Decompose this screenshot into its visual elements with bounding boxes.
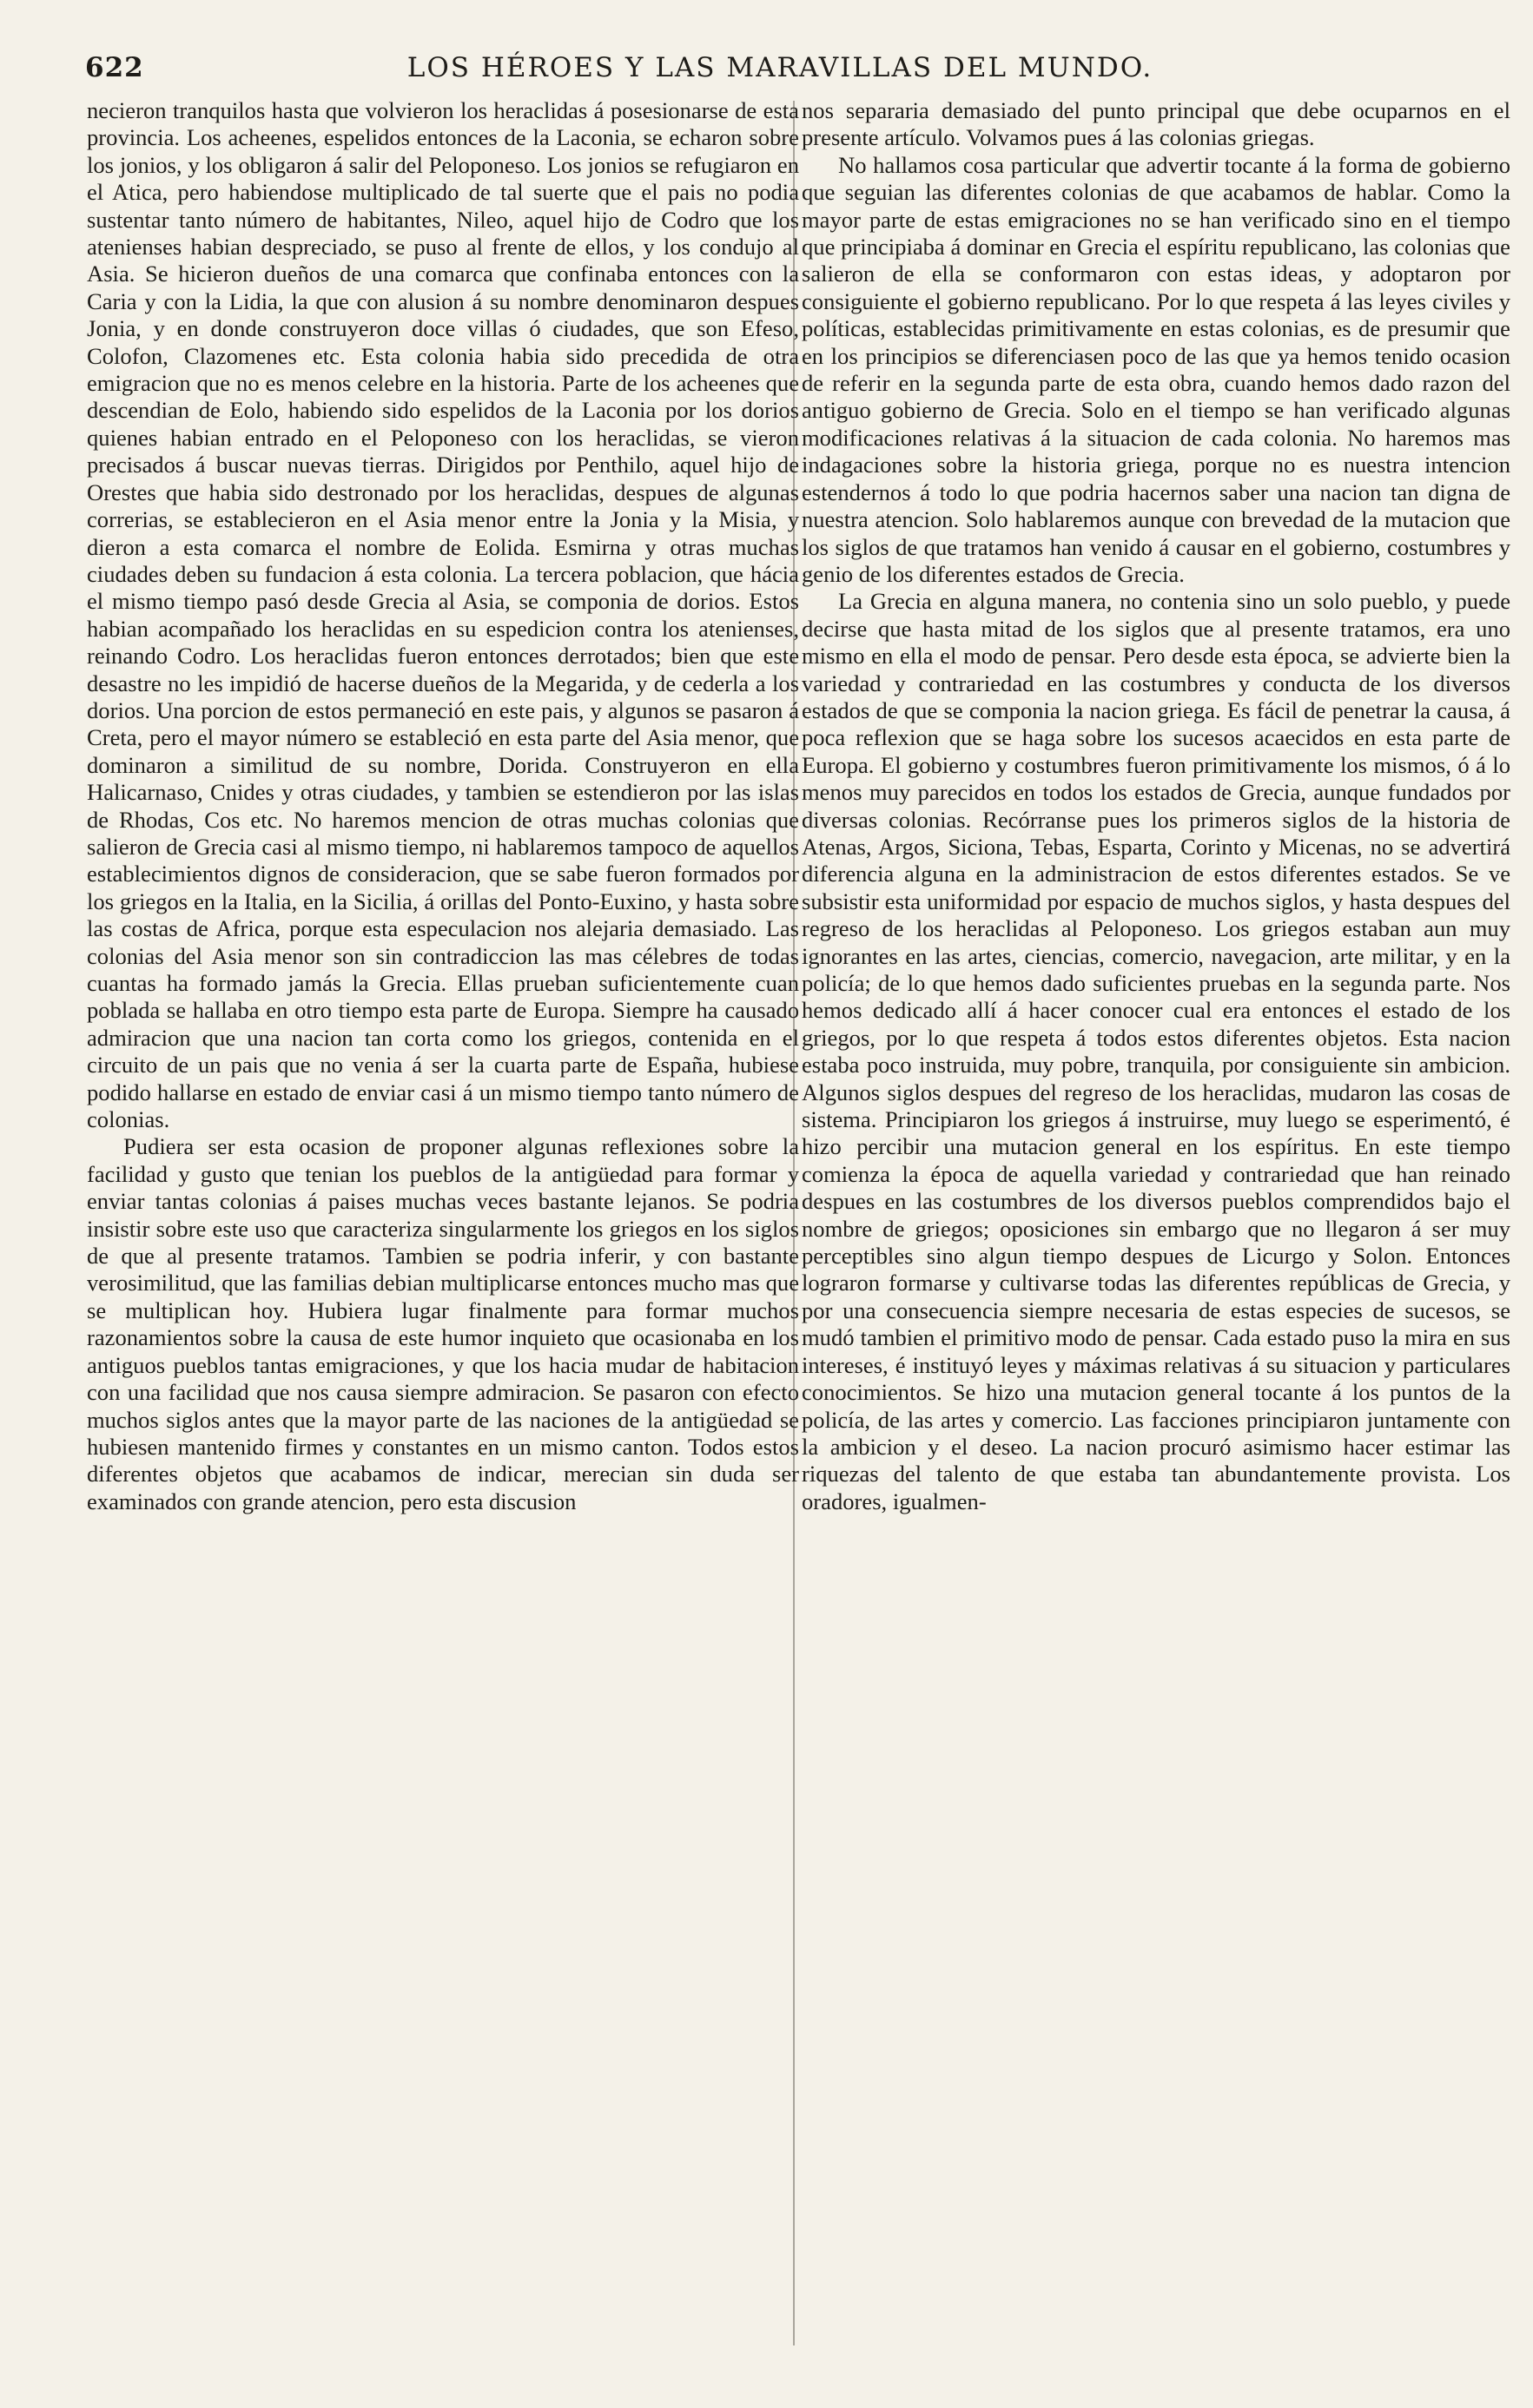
paragraph: Pudiera ser esta ocasion de proponer algunas reflexiones sobre la facilidad y gusto que tenian los pueblos de la antigüedad para formar y enviar tantas colonias á paises muchas veces bastante lejanos. Se podria insistir sobre este uso que caracteriza singularmente los griegos en los siglos de que al presente tratamos. Tambien se podria inferir, y con bastante verosimilitud, que las familias debian multiplicarse entonces mucho mas que se multiplican hoy. Hubiera lugar finalmente para formar muchos razonamientos sobre la causa de este humor inquieto que ocasionaba en los antiguos pueblos tantas emigraciones, y que los hacia mudar de habitacion con una facilidad que nos causa siempre admiracion. Se pasaron con efecto muchos siglos antes que la mayor parte de las naciones de la antigüedad se hubiesen mantenido firmes y constantes en un mismo canton. Todos estos diferentes objetos que acabamos de indicar, merecian sin duda ser examinados con grande atencion, pero esta discusion: [87, 1133, 799, 1514]
paragraph: La Grecia en alguna manera, no contenia sino un solo pueblo, y puede decirse que hasta mitad de los siglos que al presente tratamos, era uno mismo en ella el modo de pensar. Pero desde esta época, se advierte bien la variedad y contrariedad en las costumbres y conducta de los diversos estados de que se componia la nacion griega. Es fácil de penetrar la causa, á poca reflexion que se haga sobre los sucesos acaecidos en esta parte de Europa. El gobierno y costumbres fueron primitivamente los mismos, ó á lo menos muy parecidos en todos los estados de Grecia, aunque fundados por diversas colonias. Recórranse pues los primeros siglos de la historia de Atenas, Argos, Siciona, Tebas, Esparta, Corinto y Micenas, no se advertirá diferencia alguna en la administracion de estos diferentes estados. Se ve subsistir esta uniformidad por espacio de muchos siglos, y hasta despues del regreso de los heraclidas al Peloponeso. Los griegos estaban aun muy ignorantes en las artes, ciencias, comercio, navegacion, arte militar, y en la policía; de lo que hemos dado suficientes pruebas en la segunda parte. Nos hemos dedicado allí á hacer conocer cual era entonces el estado de los griegos, por lo que respeta á todos estos diferentes objetos. Esta nacion estaba poco instruida, muy pobre, tranquila, por consiguiente sin ambicion. Algunos siglos despues del regreso de los heraclidas, mudaron las cosas de sistema. Principiaron los griegos á instruirse, muy luego se esperimentó, é hizo percibir una mutacion general en los espíritus. En este tiempo comienza la época de aquella variedad y contrariedad que han reinado despues en las costumbres de los diversos pueblos comprendidos bajo el nombre de griegos; oposiciones sin embargo que no llegaron á ser muy perceptibles sino algun tiempo despues de Licurgo y Solon. Entonces lograron formarse y cultivarse todas las diferentes repúblicas de Grecia, y por una consecuencia siempre necesaria de estas especies de sucesos, se mudó tambien el primitivo modo de pensar. Cada estado puso la mira en sus intereses, é instituyó leyes y máximas relativas á su situacion y particulares conocimientos. Se hizo una mutacion general tocante á los puntos de la policía, de las artes y comercio. Las facciones principiaron juntamente con la ambicion y el deseo. La nacion procuró asimismo hacer estimar las riquezas del talento de que estaba tan abundantemente provista. Los oradores, igualmen-: [802, 588, 1510, 1514]
paragraph: necieron tranquilos hasta que volvieron los heraclidas á posesionarse de esta provincia. Los acheenes, espelidos entonces de la Laconia, se echaron sobre los jonios, y los obligaron á salir del Peloponeso. Los jonios se refugiaron en el Atica, pero habiendose multiplicado de tal suerte que el pais no podia sustentar tanto número de habitantes, Nileo, aquel hijo de Codro que los atenienses habian despreciado, se puso al frente de ellos, y los condujo al Asia. Se hicieron dueños de una comarca que confinaba entonces con la Caria y con la Lidia, la que con alusion á su nombre denominaron despues Jonia, y en donde construyeron doce villas ó ciudades, que son Efeso, Colofon, Clazomenes etc. Esta colonia habia sido precedida de otra emigracion que no es menos celebre en la historia. Parte de los acheenes que descendian de Eolo, habiendo sido espelidos de la Laconia por los dorios quienes habian entrado en el Peloponeso con los heraclidas, se vieron precisados á buscar nuevas tierras. Dirigidos por Penthilo, aquel hijo de Orestes que habia sido destronado por los heraclidas, despues de algunas correrias, se establecieron en el Asia menor entre la Jonia y la Misia, y dieron a esta comarca el nombre de Eolida. Esmirna y otras muchas ciudades deben su fundacion á esta colonia. La tercera poblacion, que hácia el mismo tiempo pasó desde Grecia al Asia, se componia de dorios. Estos habian acompañado los heraclidas en su espedicion contra los atenienses, reinando Codro. Los heraclidas fueron entonces derrotados; bien que este desastre no les impidió de hacerse dueños de la Megarida, y de cederla a los dorios. Una porcion de estos permaneció en este pais, y algunos se pasaron á Creta, pero el mayor número se estableció en esta parte del Asia menor, que dominaron a similitud de su nombre, Dorida. Construyeron en ella Halicarnaso, Cnides y otras ciudades, y tambien se estendieron por las islas de Rhodas, Cos etc. No haremos mencion de otras muchas colonias que salieron de Grecia casi al mismo tiempo, ni hablaremos tampoco de aquellos establecimientos dignos de consideracion, que se sabe fueron formados por los griegos en la Italia, en la Sicilia, á orillas del Ponto-Euxino, y hasta sobre las costas de Africa, porque esta especulacion nos alejaria demasiado. Las colonias del Asia menor son sin contradiccion las mas célebres de todas cuantas ha formado jamás la Grecia. Ellas prueban suficientemente cuan poblada se hallaba en otro tiempo esta parte de Europa. Siempre ha causado admiracion que una nacion tan corta como los griegos, contenida en el circuito de un pais que no venia á ser la cuarta parte de España, hubiese podido hallarse en estado de enviar casi á un mismo tiempo tanto número de colonias.: [87, 97, 799, 1133]
page-number: 622: [85, 52, 144, 83]
paragraph: nos separaria demasiado del punto principal que debe ocuparnos en el presente artículo. Volvamos pues á las colonias griegas.: [802, 97, 1510, 151]
left-column: [87, 97, 799, 2320]
running-title: LOS HÉROES Y LAS MARAVILLAS DEL MUNDO.: [406, 52, 1153, 83]
paragraph: No hallamos cosa particular que advertir tocante á la forma de gobierno que seguian las diferentes colonias de que acabamos de hablar. Como la mayor parte de estas emigraciones no se han verificado sino en el tiempo que principiaba á dominar en Grecia el espíritu republicano, las colonias que salieron de ella se conformaron con estas ideas, y adoptaron por consiguiente el gobierno republicano. Por lo que respeta á las leyes civiles y políticas, establecidas primitivamente en estas colonias, es de presumir que en los principios se diferenciasen poco de las que ya hemos tenido ocasion de referir en la segunda parte de esta obra, cuando hemos dado razon del antiguo gobierno de Grecia. Solo en el tiempo se han verificado algunas modificaciones relativas á la situacion de cada colonia. No haremos mas indagaciones sobre la historia griega, porque no es nuestra intencion estendernos á todo lo que podria hacernos saber una nacion tan digna de nuestra atencion. Solo hablaremos aunque con brevedad de la mutacion que los siglos de que tratamos han venido á causar en el gobierno, costumbres y genio de los diferentes estados de Grecia.: [802, 151, 1510, 587]
right-column: [802, 97, 1510, 2320]
page-header: [85, 47, 1475, 90]
